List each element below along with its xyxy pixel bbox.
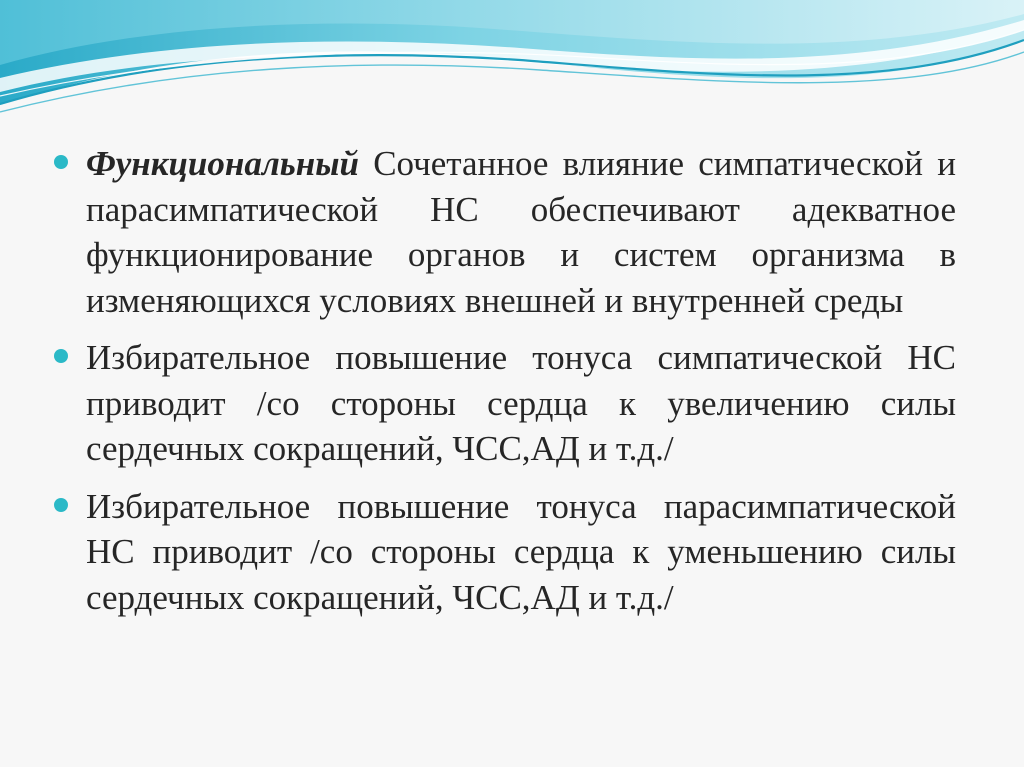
header-wave-decoration bbox=[0, 0, 1024, 130]
slide-content bbox=[52, 141, 956, 632]
bullet-text: Сочетанное влияние симпатической и парасимпатической НС обеспечивают адекватное функционирование органов и систем организма в изменяющихся условиях внешней и внутренней среды bbox=[86, 144, 956, 320]
bullet-dot-icon bbox=[54, 349, 68, 363]
bullet-text: Избирательное повышение тонуса парасимпатической НС приводит /со стороны сердца к уменьшению силы сердечных сокращений, ЧСС,АД и т.д./ bbox=[86, 486, 956, 617]
bullet-text: Избирательное повышение тонуса симпатической НС приводит /со стороны сердца к увеличению силы сердечных сокращений, ЧСС,АД и т.д./ bbox=[86, 338, 956, 468]
bullet-dot-icon bbox=[54, 498, 68, 512]
bullet-list bbox=[52, 141, 956, 620]
bullet-term: Функциональный bbox=[86, 144, 359, 183]
bullet-item-parasympathetic bbox=[52, 484, 956, 621]
bullet-dot-icon bbox=[54, 155, 68, 169]
bullet-item-sympathetic bbox=[52, 335, 956, 472]
bullet-item-functional bbox=[52, 141, 956, 323]
